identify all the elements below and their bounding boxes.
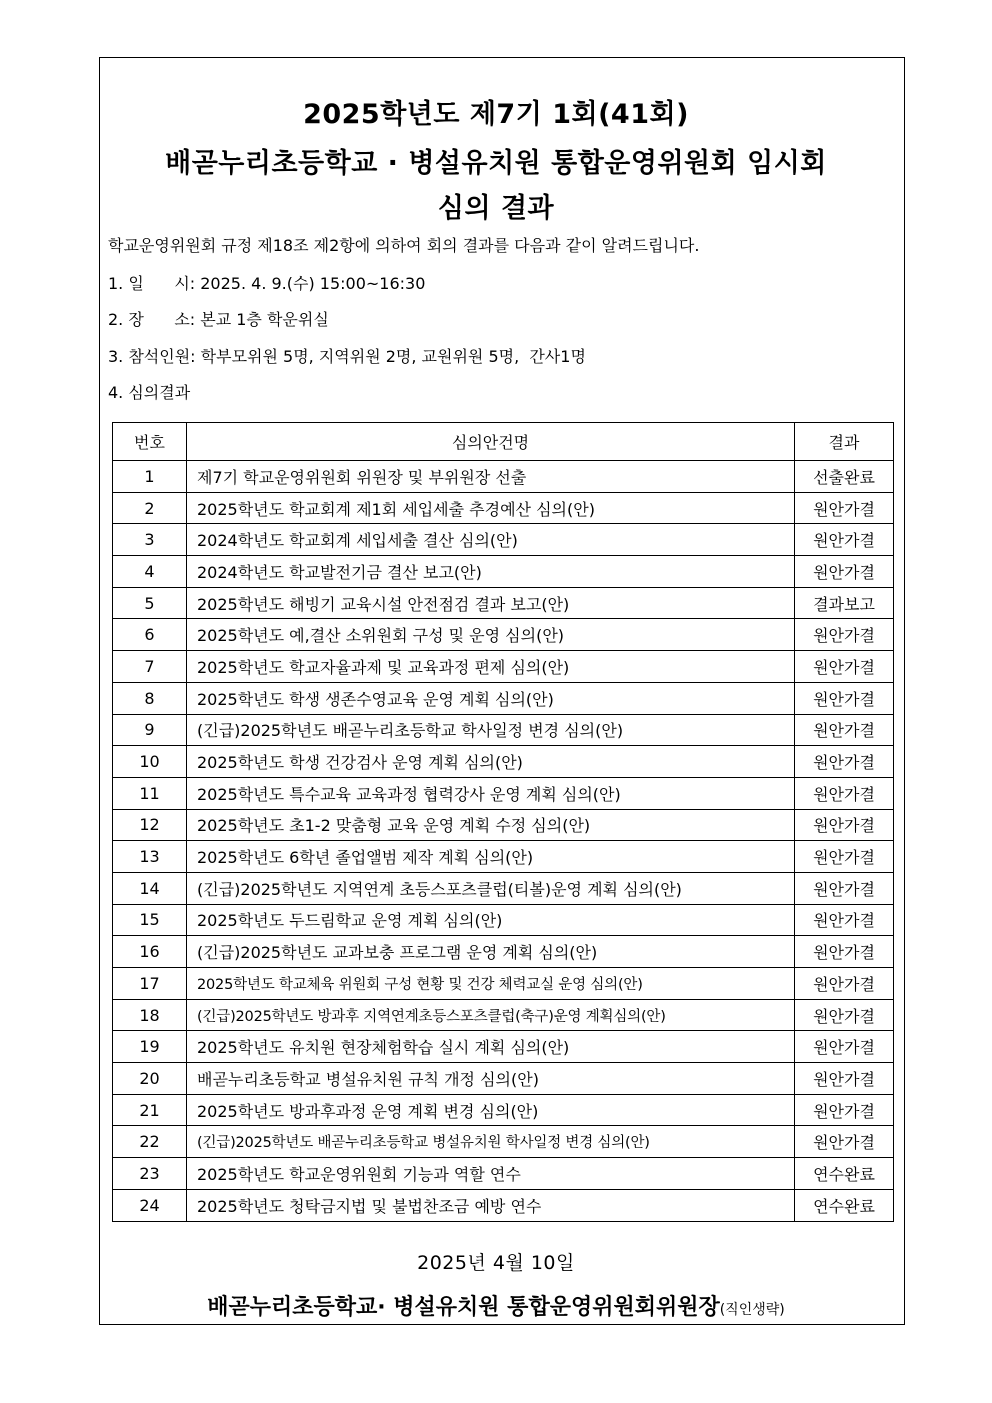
table-row [113,1031,894,1063]
row-agenda-title: (긴급)2025학년도 교과보충 프로그램 운영 계획 심의(안) [187,936,795,968]
row-number: 6 [113,619,187,651]
row-agenda-title: 2025학년도 학교체육 위원회 구성 현황 및 건강 체력교실 운영 심의(안) [187,968,795,1000]
row-agenda-title: 2025학년도 예,결산 소위원회 구성 및 운영 심의(안) [187,619,795,651]
table-row [113,682,894,714]
table-row [113,651,894,683]
document-date: 2025년 4월 10일 [417,1252,575,1274]
row-result: 원안가결 [795,492,894,524]
row-result: 연수완료 [795,1158,894,1190]
table-row [113,1094,894,1126]
row-result: 원안가결 [795,872,894,904]
table-header-row [113,423,894,461]
row-result: 결과보고 [795,587,894,619]
row-agenda-title: (긴급)2025학년도 지역연계 초등스포츠클럽(티볼)운영 계획 심의(안) [187,872,795,904]
intro-text: 학교운영위원회 규정 제18조 제2항에 의하여 회의 결과를 다음과 같이 알려드립니다. [108,236,700,255]
row-number: 9 [113,714,187,746]
doc-title-line1: 2025학년도 제7기 1회(41회) [303,99,689,130]
results-table [112,422,894,1222]
table-row [113,461,894,493]
row-result: 원안가결 [795,746,894,778]
row-agenda-title: 제7기 학교운영위원회 위원장 및 부위원장 선출 [187,461,795,493]
row-agenda-title: 배곧누리초등학교 병설유치원 규칙 개정 심의(안) [187,1063,795,1095]
row-result: 원안가결 [795,524,894,556]
table-row [113,999,894,1031]
row-agenda-title: 2025학년도 학생 건강검사 운영 계획 심의(안) [187,746,795,778]
row-result: 원안가결 [795,651,894,683]
table-row [113,936,894,968]
seal-omitted-note: (직인생략) [719,1302,785,1318]
row-result: 원안가결 [795,999,894,1031]
row-result: 원안가결 [795,904,894,936]
row-number: 1 [113,461,187,493]
doc-title-line3: 심의 결과 [437,193,555,224]
row-agenda-title: 2025학년도 6학년 졸업앨범 제작 계획 심의(안) [187,841,795,873]
row-number: 3 [113,524,187,556]
row-result: 원안가결 [795,714,894,746]
table-row [113,841,894,873]
table-row [113,619,894,651]
row-result: 원안가결 [795,809,894,841]
header-number: 번호 [113,423,187,461]
row-result: 원안가결 [795,619,894,651]
table-row [113,556,894,588]
row-number: 7 [113,651,187,683]
row-agenda-title: 2025학년도 학생 생존수영교육 운영 계획 심의(안) [187,682,795,714]
meeting-attendees: 3. 참석인원: 학부모위원 5명, 지역위원 2명, 교원위원 5명, 간사1명 [108,347,586,366]
row-number: 8 [113,682,187,714]
row-result: 원안가결 [795,556,894,588]
table-row [113,1189,894,1221]
header-result: 결과 [795,423,894,461]
row-agenda-title: (긴급)2025학년도 배곧누리초등학교 학사일정 변경 심의(안) [187,714,795,746]
row-result: 원안가결 [795,1126,894,1158]
row-result: 선출완료 [795,461,894,493]
row-number: 24 [113,1189,187,1221]
table-row [113,714,894,746]
row-agenda-title: 2025학년도 특수교육 교육과정 협력강사 운영 계획 심의(안) [187,777,795,809]
row-result: 원안가결 [795,777,894,809]
row-agenda-title: 2025학년도 학교운영위원회 기능과 역할 연수 [187,1158,795,1190]
row-number: 19 [113,1031,187,1063]
table-row [113,1158,894,1190]
row-agenda-title: 2025학년도 학교자율과제 및 교육과정 편제 심의(안) [187,651,795,683]
signature-line [0,1290,992,1321]
row-number: 16 [113,936,187,968]
table-row [113,968,894,1000]
row-result: 원안가결 [795,1063,894,1095]
row-number: 10 [113,746,187,778]
header-agenda: 심의안건명 [187,423,795,461]
row-number: 17 [113,968,187,1000]
table-row [113,587,894,619]
row-agenda-title: 2025학년도 유치원 현장체험학습 실시 계획 심의(안) [187,1031,795,1063]
row-number: 4 [113,556,187,588]
row-agenda-title: 2025학년도 해빙기 교육시설 안전점검 결과 보고(안) [187,587,795,619]
row-agenda-title: 2025학년도 방과후과정 운영 계획 변경 심의(안) [187,1094,795,1126]
signer-title: 배곧누리초등학교· 병설유치원 통합운영위원회위원장 [207,1295,720,1320]
row-number: 22 [113,1126,187,1158]
table-row [113,524,894,556]
row-result: 연수완료 [795,1189,894,1221]
row-agenda-title: (긴급)2025학년도 방과후 지역연계초등스포츠클럽(축구)운영 계획심의(안) [187,999,795,1031]
row-result: 원안가결 [795,841,894,873]
row-number: 18 [113,999,187,1031]
table-row [113,777,894,809]
row-number: 21 [113,1094,187,1126]
row-number: 15 [113,904,187,936]
row-agenda-title: 2024학년도 학교회계 세입세출 결산 심의(안) [187,524,795,556]
row-number: 12 [113,809,187,841]
table-row [113,1063,894,1095]
row-agenda-title: 2025학년도 초1-2 맞춤형 교육 운영 계획 수정 심의(안) [187,809,795,841]
row-result: 원안가결 [795,968,894,1000]
doc-title-line2: 배곧누리초등학교 · 병설유치원 통합운영위원회 임시회 [165,148,827,179]
row-result: 원안가결 [795,682,894,714]
row-result: 원안가결 [795,1094,894,1126]
table-row [113,904,894,936]
table-row [113,1126,894,1158]
table-row [113,746,894,778]
table-row [113,872,894,904]
row-agenda-title: 2025학년도 청탁금지법 및 불법찬조금 예방 연수 [187,1189,795,1221]
row-number: 2 [113,492,187,524]
row-number: 13 [113,841,187,873]
row-result: 원안가결 [795,1031,894,1063]
deliberation-results-label: 4. 심의결과 [108,383,191,402]
row-agenda-title: (긴급)2025학년도 배곧누리초등학교 병설유치원 학사일정 변경 심의(안) [187,1126,795,1158]
row-number: 20 [113,1063,187,1095]
row-agenda-title: 2025학년도 학교회계 제1회 세입세출 추경예산 심의(안) [187,492,795,524]
row-agenda-title: 2025학년도 두드림학교 운영 계획 심의(안) [187,904,795,936]
meeting-datetime: 1. 일 시: 2025. 4. 9.(수) 15:00~16:30 [108,274,426,293]
row-number: 11 [113,777,187,809]
row-number: 23 [113,1158,187,1190]
table-row [113,809,894,841]
row-number: 5 [113,587,187,619]
row-agenda-title: 2024학년도 학교발전기금 결산 보고(안) [187,556,795,588]
row-number: 14 [113,872,187,904]
meeting-place: 2. 장 소: 본교 1층 학운위실 [108,310,329,329]
row-result: 원안가결 [795,936,894,968]
table-row [113,492,894,524]
